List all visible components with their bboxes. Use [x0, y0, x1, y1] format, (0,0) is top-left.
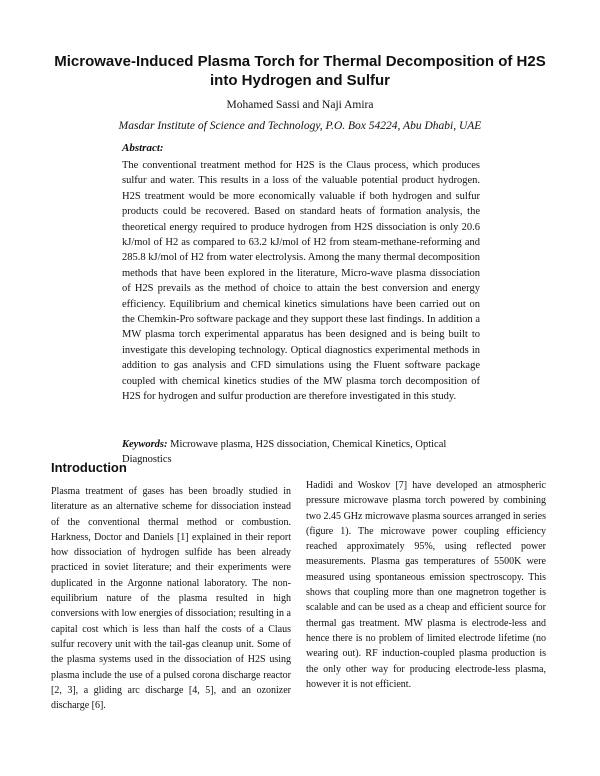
intro-right-column: Hadidi and Woskov [7] have developed an atmospheric pressure microwave plasma torch powered by combining two 2.45 GHz microwave plasma sources arranged in series (figure 1). The microwave power coupling efficiency reached approximately 95%, using reflected power measurements. Plasma gas temperatures of 5500K were measured using spontaneous emission spectroscopy. This shows that coupling more than one magnetron together is scalable and can be used as a cheap and efficient source for thermal gas treatment. MW plasma is electrode-less and hence there is no problem of limited electrode lifetime (no wearing out). RF induction-coupled plasma production is the only other way for producing electrode-less plasma, however it is not efficient.	[306, 480, 546, 690]
abstract-body: The conventional treatment method for H2S is the Claus process, which produces sulfur and water. This results in a loss of the valuable potential product hydrogen. H2S treatment would be more economically valuable if both hydrogen and sulfur products could be recovered. Based on standard heats of formation analysis, the theoretical energy required to produce hydrogen from H2S dissociation is only 20.6 kJ/mol of H2 as compared to 63.2 kJ/mol of H2 from steam-methane-reforming and 285.8 kJ/mol of H2 from water electrolysis. Among the many thermal decomposition methods that have been explored in the literature, Micro-wave plasma dissociation of H2S prevails as the method of choice to attain the best conversion and energy efficiency. Equilibrium and chemical kinetics simulations have been carried out on the Chemkin-Pro software package and they support these last findings. In addition a MW plasma torch experimental apparatus has been designed and is being built to investigate this developing technology. Optical diagnostics experimental methods in addition to gas analysis and CFD simulations using the Fluent software package coupled with chemical kinetics studies of the MW plasma torch decomposition of H2S for hydrogen and sulfur production are therefore investigated in this study.	[122, 160, 480, 403]
keywords-label: Keywords:	[122, 439, 168, 450]
keywords-list: Microwave plasma, H2S dissociation, Chemical Kinetics, Optical Diagnostics	[122, 439, 447, 466]
introduction-heading: Introduction	[51, 460, 127, 475]
paper-title: Microwave-Induced Plasma Torch for Thermal Decomposition of H2S into Hydrogen and Sulfur	[54, 53, 546, 89]
intro-left-column: Plasma treatment of gases has been broadly studied in literature as an alternative scheme for dissociation instead of the conventional thermal method or combustion. Harkness, Doctor and Daniels [1] explained in their report how dissociation of hydrogen sulfide has been already practiced in soviet literature; and their experiments were duplicated in the Argonne national laboratory. The non-equilibrium nature of the plasma resulted in high conversions with low energies of dissociation; resulting in a capital cost which is less than half the costs of a Claus sulfur recovery unit with the tail-gas cleanup unit. Some of the plasma systems used in the dissociation of H2S using plasma include the use of a pulsed corona discharge reactor [2, 3], a gliding arc discharge [4, 5], and an ozonizer discharge [6].	[51, 486, 291, 712]
paper-affiliation: Masdar Institute of Science and Technology, P.O. Box 54224, Abu Dhabi, UAE	[118, 120, 482, 132]
abstract-heading: Abstract:	[122, 142, 164, 154]
paper-authors: Mohamed Sassi and Naji Amira	[226, 99, 374, 111]
keywords	[122, 437, 480, 468]
